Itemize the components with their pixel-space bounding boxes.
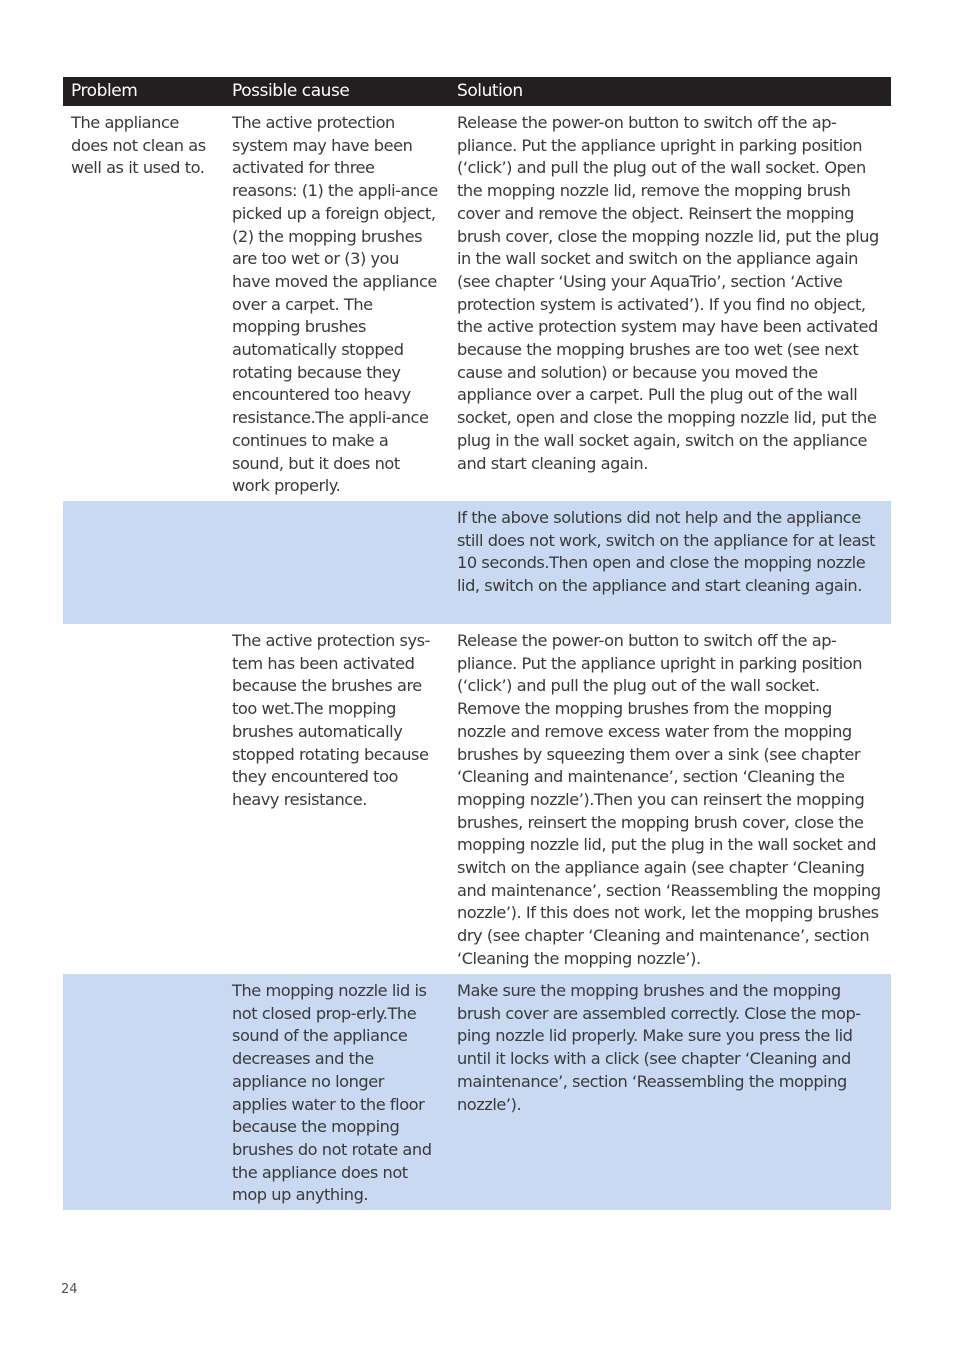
cause-cell: The active protection sys-tem has been activated because the brushes are too wet.The mopping brushes automatically stopped rotating because they encountered too heavy resistance. bbox=[232, 631, 431, 809]
table-row bbox=[63, 974, 891, 1210]
table-row bbox=[63, 106, 891, 501]
solution-cell: Release the power-on button to switch off the ap-pliance. Put the appliance upright in parking position (‘click’) and pull the plug out of the wall socket. Remove the mopping brushes from the mopping nozzle and remove excess water from the mopping brushes by squeezing them over a sink (see chapter ‘Cleaning and maintenance’, section ‘Cleaning the mopping nozzle’).Then you can reinsert the mopping brushes, reinsert the mopping brush cover, close the mopping nozzle lid, put the plug in the wall socket and switch on the appliance again (see chapter ‘Cleaning and maintenance’, section ‘Reassembling the mopping nozzle’). If this does not work, let the mopping brushes dry (see chapter ‘Cleaning and maintenance’, section ‘Cleaning the mopping nozzle’). bbox=[457, 631, 881, 968]
header-solution: Solution bbox=[457, 81, 523, 101]
troubleshooting-table bbox=[63, 77, 891, 1210]
table-header bbox=[63, 77, 891, 106]
page-number: 24 bbox=[61, 1282, 78, 1297]
header-problem: Problem bbox=[71, 81, 138, 101]
cause-cell bbox=[224, 501, 449, 624]
problem-cell bbox=[63, 501, 224, 624]
problem-cell bbox=[63, 974, 224, 1210]
table-row bbox=[63, 624, 891, 974]
problem-cell bbox=[63, 624, 224, 974]
problem-cell: The appliance does not clean as well as it used to. bbox=[71, 113, 206, 178]
cause-cell: The mopping nozzle lid is not closed prop-erly.The sound of the appliance decreases and the appliance no longer applies water to the floor because the mopping brushes do not rotate and the appliance does not mop up anything. bbox=[232, 981, 432, 1205]
table-row bbox=[63, 501, 891, 624]
header-possible-cause: Possible cause bbox=[232, 81, 350, 101]
solution-cell: If the above solutions did not help and the appliance still does not work, switch on the appliance for at least 10 seconds.Then open and close the mopping nozzle lid, switch on the appliance and start cleaning again. bbox=[457, 508, 876, 596]
solution-cell: Make sure the mopping brushes and the mopping brush cover are assembled correctly. Close the mop-ping nozzle lid properly. Make sure you press the lid until it locks with a click (see chapter ‘Cleaning and maintenance’, section ‘Reassembling the mopping nozzle’). bbox=[457, 981, 861, 1114]
cause-cell: The active protection system may have been activated for three reasons: (1) the appli-ance picked up a foreign object, (2) the mopping brushes are too wet or (3) you have moved the appliance over a carpet. The mopping brushes automatically stopped rotating because they encountered too heavy resistance.The appli-ance continues to make a sound, but it does not work properly. bbox=[232, 113, 438, 496]
solution-cell: Release the power-on button to switch off the ap-pliance. Put the appliance upright in parking position (‘click’) and pull the plug out of the wall socket. Open the mopping nozzle lid, remove the mopping brush cover and remove the object. Reinsert the mopping brush cover, close the mopping nozzle lid, put the plug in the wall socket and switch on the appliance again (see chapter ‘Using your AquaTrio’, section ‘Active protection system is activated’). If you find no object, the active protection system may have been activated because the mopping brushes are too wet (see next cause and solution) or because you moved the appliance over a carpet. Pull the plug out of the wall socket, open and close the mopping nozzle lid, put the plug in the wall socket again, switch on the appliance and start cleaning again. bbox=[457, 113, 879, 473]
